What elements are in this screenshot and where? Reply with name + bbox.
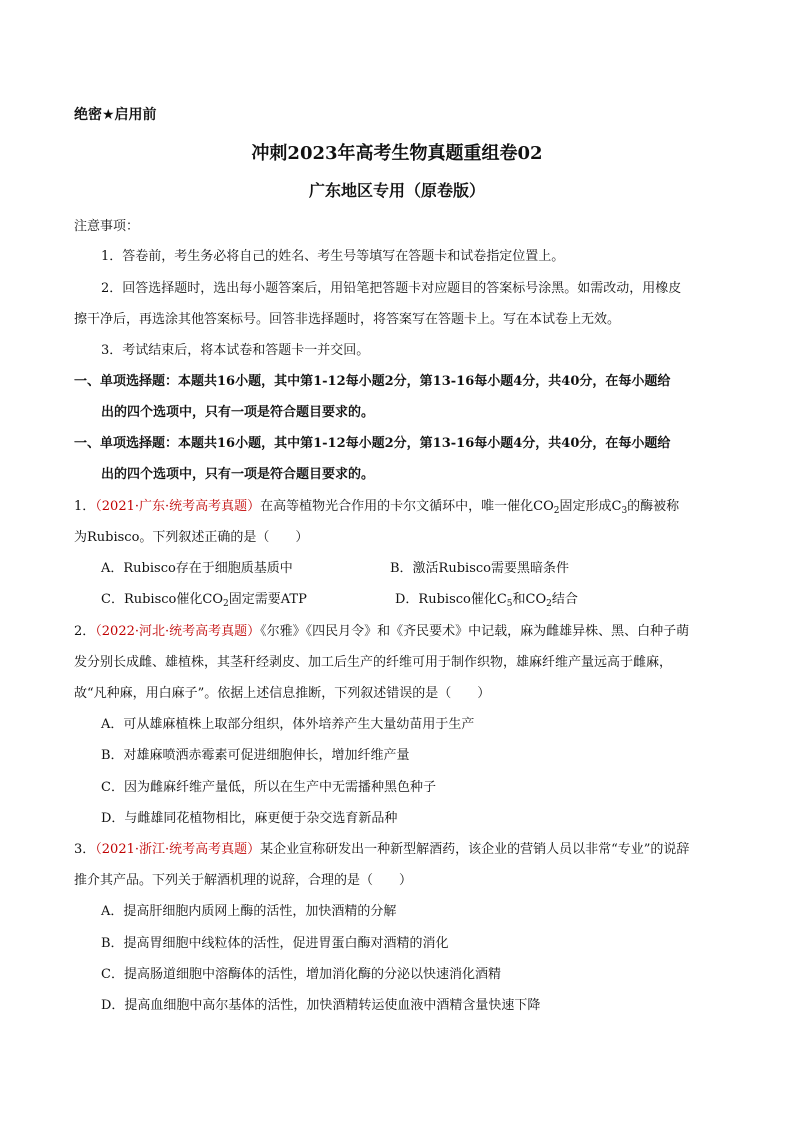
question-1-option-a: A．Rubisco存在于细胞质基质中 [101,561,293,576]
question-3-text: 某企业宣称研发出一种新型解酒药，该企业的营销人员以非常“专业”的说辞 [260,842,690,857]
question-1-source: （2021·广东·统考高考真题） [95,499,261,514]
question-2-option-b: B．对雄麻喷洒赤霉素可促进细胞伸长，增加纤维产量 [101,748,410,763]
page-title: 冲刺2023年高考生物真题重组卷02 [251,143,543,164]
option-d-text-mid: 和CO [512,592,547,607]
question-2-option-d: D．与雌雄同花植物相比，麻更便于杂交选育新品种 [101,811,398,826]
page-subtitle: 广东地区专用（原卷版） [308,181,485,200]
secret-label: 绝密★启用前 [74,107,157,123]
question-1-sub-b: 3 [621,506,628,516]
question-1-option-d [395,590,578,614]
note-item-2-cont: 擦干净后，再选涂其他答案标号。回答非选择题时，将答案写在答题卡上。写在本试卷上无效。 [74,312,621,327]
option-d-text-end: 结合 [551,592,578,607]
question-1-text-c: 的酶被称 [627,499,680,514]
question-1-line-2: 为Rubisco。下列叙述正确的是（ ） [74,530,309,545]
question-1-option-b: B．激活Rubisco需要黑暗条件 [390,561,569,576]
question-2-line-3: 故“凡种麻，用白麻子”。依据上述信息推断，下列叙述错误的是（ ） [74,686,491,701]
question-3-source: （2021·浙江·统考高考真题） [95,842,261,857]
question-3-option-c: C．提高肠道细胞中溶酶体的活性，增加消化酶的分泌以快速消化酒精 [101,967,501,982]
section-instruction-2-cont: 出的四个选项中，只有一项是符合题目要求的。 [101,467,375,482]
option-d-text: D．Rubisco催化C [395,592,507,607]
option-d-sub: 5 [506,599,513,609]
question-3-option-d: D．提高血细胞中高尔基体的活性，加快酒精转运使血液中酒精含量快速下降 [101,998,541,1013]
question-1-number: 1． [74,499,96,514]
question-3-option-a: A．提高肝细胞内质网上酶的活性，加快酒精的分解 [101,904,397,919]
question-1-text-a: 在高等植物光合作用的卡尔文循环中，唯一催化CO [260,499,554,514]
section-instruction-2: 一、单项选择题：本题共16小题，其中第1-12每小题2分，第13-16每小题4分，共40分，在每小题给 [74,436,671,451]
question-2-number: 2． [74,624,96,639]
question-1-text-b: 固定形成C [559,499,622,514]
question-3-number: 3． [74,842,96,857]
note-item-3: 3．考试结束后，将本试卷和答题卡一并交回。 [101,343,370,358]
question-2-source: （2022·河北·统考高考真题） [95,624,261,639]
section-instruction-1-cont: 出的四个选项中，只有一项是符合题目要求的。 [101,405,375,420]
question-3-line-2: 推介其产品。下列关于解酒机理的说辞，合理的是（ ） [74,873,413,888]
question-3-line-1 [74,840,689,860]
note-item-2: 2．回答选择题时，选出每小题答案后，用铅笔把答题卡对应题目的答案标号涂黑。如需改动，用橡皮 [101,281,682,296]
question-1-sub-a: 2 [553,506,560,516]
question-2-line-1 [74,622,689,642]
note-item-1: 1．答卷前，考生务必将自己的姓名、考生号等填写在答题卡和试卷指定位置上。 [101,249,565,264]
question-2-line-2: 发分别长成雌、雄植株，其茎秆经剥皮、加工后生产的纤维可用于制作织物，雄麻纤维产量远高于雌麻， [74,655,673,670]
question-3-option-b: B．提高胃细胞中线粒体的活性，促进胃蛋白酶对酒精的消化 [101,936,449,951]
question-2-text: 《尔雅》《四民月令》和《齐民要术》中记载，麻为雌雄异株、黑、白种子萌 [260,624,690,639]
question-1-line-1 [74,497,679,521]
notes-heading: 注意事项： [74,219,140,234]
option-c-text-end: 固定需要ATP [228,592,307,607]
option-c-sub: 2 [222,599,229,609]
question-2-option-a: A．可从雄麻植株上取部分组织，体外培养产生大量幼苗用于生产 [101,717,475,732]
question-1-option-c [101,590,307,614]
option-c-text: C．Rubisco催化CO [101,592,223,607]
section-instruction-1: 一、单项选择题：本题共16小题，其中第1-12每小题2分，第13-16每小题4分，共40分，在每小题给 [74,374,671,389]
option-d-sub-2: 2 [546,599,552,609]
question-2-option-c: C．因为雌麻纤维产量低，所以在生产中无需播种黑色种子 [101,780,436,795]
